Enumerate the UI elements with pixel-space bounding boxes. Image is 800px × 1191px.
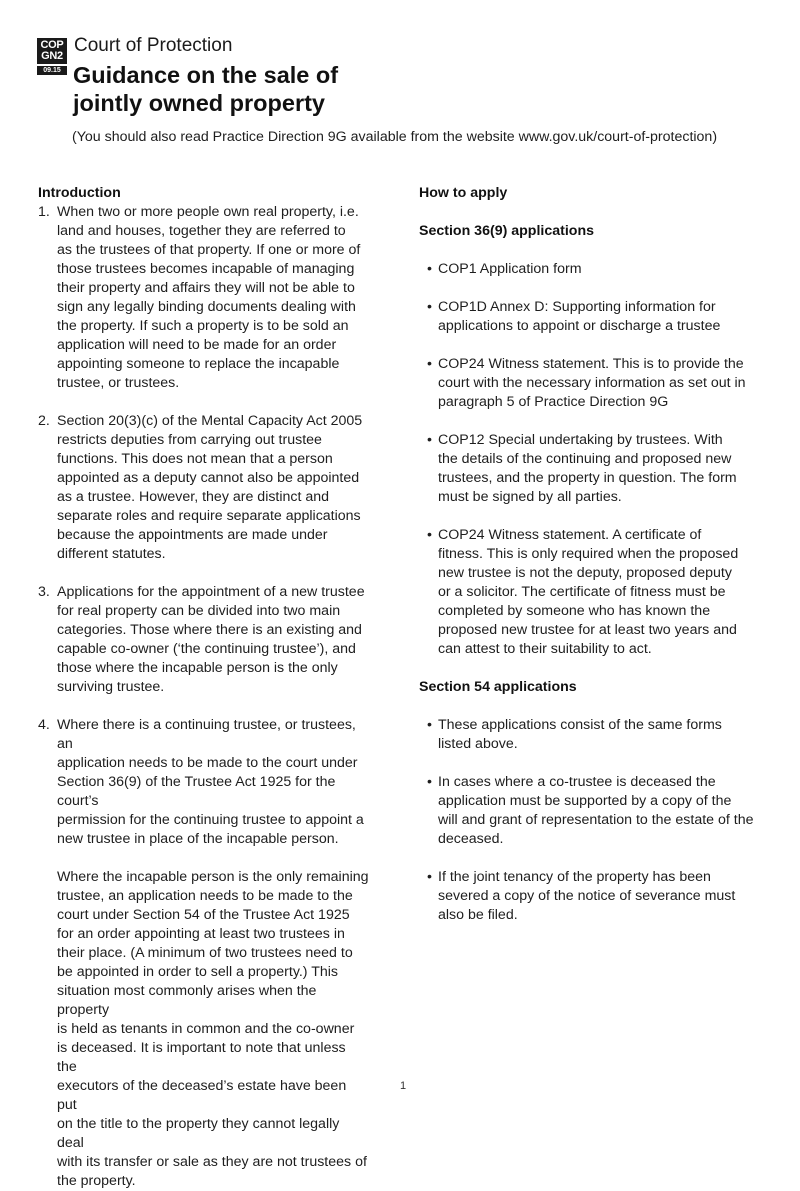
text-line: permission for the continuing trustee to appoint a: [57, 812, 364, 828]
bullet-icon: •: [427, 356, 432, 372]
text-line: COP24 Witness statement. This is to provide the: [438, 356, 744, 372]
practice-direction-note: (You should also read Practice Direction 9G available from the website www.gov.uk/court-of-protection): [72, 129, 718, 145]
text-line: deceased.: [438, 831, 504, 847]
numbered-item: [38, 203, 378, 393]
text-line: can attest to their suitability to act.: [438, 641, 652, 657]
text-line: listed above.: [438, 736, 518, 752]
how-to-apply-heading: How to apply: [419, 185, 508, 201]
numbered-item: [38, 716, 378, 849]
item-text: [57, 716, 369, 849]
bullet-icon: •: [427, 774, 432, 790]
text-line: restricts deputies from carrying out trustee: [57, 432, 322, 448]
text-line: applications to appoint or discharge a trustee: [438, 318, 721, 334]
text-line: application must be supported by a copy of the: [438, 793, 732, 809]
bullet-item: [427, 260, 769, 279]
text-line: Section 20(3)(c) of the Mental Capacity Act 2005: [57, 413, 363, 429]
item-text: [57, 203, 369, 393]
text-line: In cases where a co-trustee is deceased the: [438, 774, 716, 790]
bullet-icon: •: [427, 869, 432, 885]
text-line: court under Section 54 of the Trustee Act 1925: [57, 907, 350, 923]
bullet-text: [438, 868, 763, 925]
numbered-item: [38, 412, 378, 564]
text-line: or a solicitor. The certificate of fitness must be: [438, 584, 726, 600]
item-text: [57, 412, 369, 564]
bullet-text: [438, 355, 763, 412]
text-line: surviving trustee.: [57, 679, 165, 695]
text-line: If the joint tenancy of the property has been: [438, 869, 711, 885]
text-line: for an order appointing at least two trustees in: [57, 926, 345, 942]
bullet-item: [427, 868, 769, 925]
text-line: appointed as a deputy cannot also be appointed: [57, 470, 360, 486]
text-line: is deceased. It is important to note that unless the: [57, 1040, 346, 1075]
text-line: capable co-owner (‘the continuing trustee’), and: [57, 641, 356, 657]
text-line: court with the necessary information as set out in: [438, 375, 746, 391]
bullet-item: [427, 526, 769, 659]
text-line: separate roles and require separate applications: [57, 508, 361, 524]
text-line: their place. (A minimum of two trustees need to: [57, 945, 353, 961]
how-to-apply-column: [419, 184, 769, 925]
item-text: [57, 583, 369, 697]
text-line: be appointed in order to sell a property.) This: [57, 964, 339, 980]
text-line: those trustees becomes incapable of managing: [57, 261, 355, 277]
text-line: because the appointments are made under: [57, 527, 328, 543]
organisation-name: Court of Protection: [74, 35, 233, 56]
numbered-item: [38, 583, 378, 697]
text-line: trustee, or trustees.: [57, 375, 180, 391]
text-line: as a trustee. However, they are distinct and: [57, 489, 330, 505]
text-line: also be filed.: [438, 907, 518, 923]
text-line: the property.: [57, 1173, 136, 1189]
text-line: Where there is a continuing trustee, or trustees, an: [57, 717, 356, 752]
text-line: land and houses, together they are referred to: [57, 223, 346, 239]
section-36-heading: Section 36(9) applications: [419, 223, 595, 239]
introduction-column: [38, 184, 378, 1191]
text-line: These applications consist of the same forms: [438, 717, 722, 733]
bullet-text: [438, 298, 763, 336]
text-line: COP1 Application form: [438, 261, 582, 277]
text-line: categories. Those where there is an existing and: [57, 622, 362, 638]
text-line: must be signed by all parties.: [438, 489, 622, 505]
bullet-icon: •: [427, 299, 432, 315]
bullet-text: [438, 773, 763, 849]
text-line: the property. If such a property is to be sold an: [57, 318, 349, 334]
text-line: for real property can be divided into two main: [57, 603, 341, 619]
document-title: [73, 61, 493, 117]
item-number: 4.: [38, 717, 50, 733]
text-line: appointing someone to replace the incapable: [57, 356, 340, 372]
text-line: situation most commonly arises when the property: [57, 983, 317, 1018]
text-line: different statutes.: [57, 546, 166, 562]
text-line: application needs to be made to the court under: [57, 755, 358, 771]
page-number: 1: [400, 1080, 407, 1092]
text-line: COP12 Special undertaking by trustees. With: [438, 432, 723, 448]
text-line: Where the incapable person is the only remaining: [57, 869, 369, 885]
text-line: as the trustees of that property. If one or more of: [57, 242, 361, 258]
title-line-2: jointly owned property: [73, 90, 325, 116]
item-4-continuation: [57, 868, 369, 1191]
text-line: on the title to the property they cannot legally deal: [57, 1116, 340, 1151]
text-line: with its transfer or sale as they are not trustees of: [57, 1154, 367, 1170]
text-line: functions. This does not mean that a person: [57, 451, 333, 467]
bullet-text: [438, 526, 763, 659]
text-line: paragraph 5 of Practice Direction 9G: [438, 394, 669, 410]
bullet-item: [427, 716, 769, 754]
bullet-item: [427, 298, 769, 336]
badge-line-cop: COP: [37, 38, 67, 51]
text-line: the details of the continuing and proposed new: [438, 451, 732, 467]
text-line: is held as tenants in common and the co-owner: [57, 1021, 355, 1037]
bullet-icon: •: [427, 432, 432, 448]
text-line: Section 36(9) of the Trustee Act 1925 for the court’s: [57, 774, 336, 809]
bullet-icon: •: [427, 717, 432, 733]
item-number: 2.: [38, 413, 50, 429]
text-line: their property and affairs they will not be able to: [57, 280, 355, 296]
item-number: 3.: [38, 584, 50, 600]
text-line: trustees, and the property in question. The form: [438, 470, 737, 486]
bullet-item: [427, 431, 769, 507]
text-line: will and grant of representation to the estate of the: [438, 812, 754, 828]
text-line: severed a copy of the notice of severance must: [438, 888, 736, 904]
text-line: Applications for the appointment of a new trustee: [57, 584, 365, 600]
bullet-item: [427, 355, 769, 412]
introduction-heading: Introduction: [38, 185, 121, 201]
text-line: application will need to be made for an order: [57, 337, 337, 353]
item-number: 1.: [38, 204, 50, 220]
text-line: new trustee is not the deputy, proposed deputy: [438, 565, 732, 581]
text-line: fitness. This is only required when the proposed: [438, 546, 739, 562]
badge-line-date: 09.15: [37, 66, 67, 75]
text-line: COP24 Witness statement. A certificate of: [438, 527, 702, 543]
text-line: When two or more people own real property, i.e.: [57, 204, 359, 220]
text-line: proposed new trustee for at least two years and: [438, 622, 737, 638]
text-line: completed by someone who has known the: [438, 603, 711, 619]
text-line: executors of the deceased’s estate have been put: [57, 1078, 347, 1113]
title-line-1: Guidance on the sale of: [73, 62, 339, 88]
badge-line-gn2: GN2: [37, 51, 67, 64]
bullet-icon: •: [427, 527, 432, 543]
form-code-badge: [37, 38, 67, 75]
bullet-text: [438, 716, 763, 754]
bullet-text: [438, 260, 763, 279]
bullet-text: [438, 431, 763, 507]
bullet-icon: •: [427, 261, 432, 277]
section-54-heading: Section 54 applications: [419, 679, 577, 695]
text-line: COP1D Annex D: Supporting information for: [438, 299, 716, 315]
text-line: trustee, an application needs to be made to the: [57, 888, 353, 904]
text-line: sign any legally binding documents dealing with: [57, 299, 356, 315]
text-line: those where the incapable person is the only: [57, 660, 338, 676]
bullet-item: [427, 773, 769, 849]
text-line: new trustee in place of the incapable person.: [57, 831, 339, 847]
